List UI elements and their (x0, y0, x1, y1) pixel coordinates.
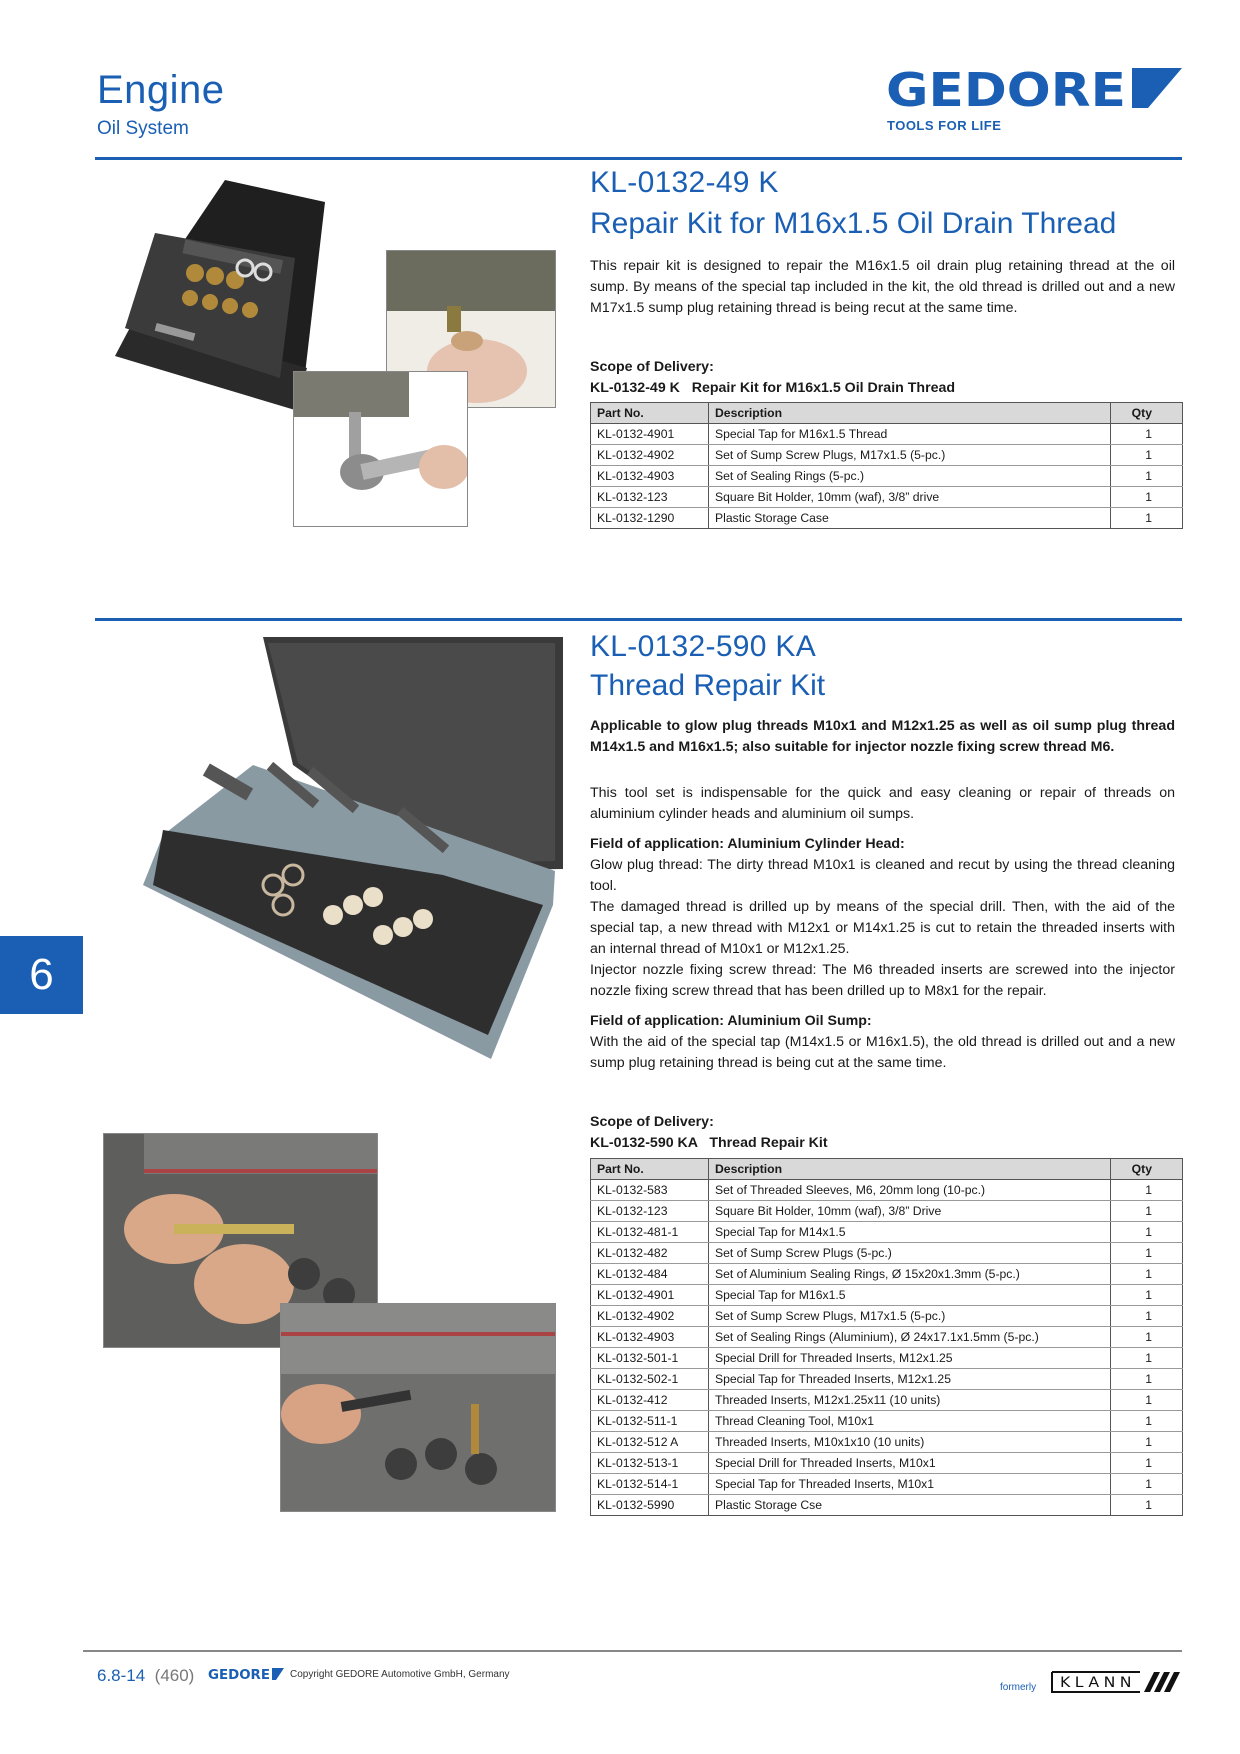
table-row (591, 445, 1183, 466)
table-header-row (591, 1159, 1183, 1180)
table-row (591, 1180, 1183, 1201)
footer-copyright: Copyright GEDORE Automotive GmbH, Germany (290, 1669, 510, 1680)
head-application-p1: Glow plug thread: The dirty thread M10x1 is cleaned and recut by using the thread cleaning tool. (590, 857, 1175, 894)
cell-part-no: KL-0132-511-1 (591, 1411, 709, 1432)
footer-page-code: 6.8-14 (97, 1666, 146, 1685)
head-application-label: Field of application: Aluminium Cylinder Head: (590, 836, 905, 852)
table-row (591, 1453, 1183, 1474)
cell-part-no: KL-0132-583 (591, 1180, 709, 1201)
section2-scope-label: Scope of Delivery: (590, 1114, 714, 1130)
page-subtitle: Oil System (97, 118, 189, 139)
cell-part-no: KL-0132-4902 (591, 1306, 709, 1327)
cell-qty: 1 (1111, 1390, 1183, 1411)
table-row (591, 1285, 1183, 1306)
section2-intro: This tool set is indispensable for the quick and easy cleaning or repair of threads on aluminium cylinder heads and aluminium oil sumps. (590, 785, 1175, 822)
cell-description: Thread Cleaning Tool, M10x1 (709, 1411, 1111, 1432)
footer-gedore-logo (208, 1667, 284, 1681)
cell-part-no: KL-0132-484 (591, 1264, 709, 1285)
ratchet-photo (293, 371, 468, 527)
col-part-no: Part No. (591, 403, 709, 424)
section2-code: KL-0132-590 KA (590, 630, 817, 663)
cell-part-no: KL-0132-4901 (591, 424, 709, 445)
table-row (591, 1411, 1183, 1432)
head-application-p2: The damaged thread is drilled up by means of the special drill. Then, with the aid of the special tap, a new thread with M12x1 or M14x1.25 is cut to retain the threaded inserts with an internal thread of M10x1 or M12x1.25. (590, 899, 1175, 957)
section1-scope-item: KL-0132-49 K Repair Kit for M16x1.5 Oil Drain Thread (590, 380, 956, 396)
cell-qty: 1 (1111, 1453, 1183, 1474)
cell-qty: 1 (1111, 1180, 1183, 1201)
table-row (591, 1201, 1183, 1222)
table-row (591, 1264, 1183, 1285)
section1-intro: This repair kit is designed to repair the M16x1.5 oil drain plug retaining thread at the oil sump. By means of the special tap included in the kit, the old thread is drilled out and a new M17x1.5 sump plug retaining thread is being recut at the same time. (590, 258, 1175, 316)
cell-qty: 1 (1111, 487, 1183, 508)
cell-description: Set of Sump Screw Plugs, M17x1.5 (5-pc.) (709, 445, 1111, 466)
section-divider-rule (95, 618, 1182, 621)
table-row (591, 1348, 1183, 1369)
cell-description: Set of Sump Screw Plugs, M17x1.5 (5-pc.) (709, 1306, 1111, 1327)
cell-part-no: KL-0132-123 (591, 487, 709, 508)
cell-description: Special Drill for Threaded Inserts, M12x1.25 (709, 1348, 1111, 1369)
cell-qty: 1 (1111, 508, 1183, 529)
cell-description: Plastic Storage Cse (709, 1495, 1111, 1516)
cell-description: Special Tap for Threaded Inserts, M12x1.25 (709, 1369, 1111, 1390)
cell-qty: 1 (1111, 424, 1183, 445)
section1-title: Repair Kit for M16x1.5 Oil Drain Thread (590, 207, 1117, 240)
cell-part-no: KL-0132-4903 (591, 1327, 709, 1348)
cell-qty: 1 (1111, 1495, 1183, 1516)
cell-description: Special Tap for M16x1.5 Thread (709, 424, 1111, 445)
section2-title: Thread Repair Kit (590, 669, 826, 702)
cell-qty: 1 (1111, 466, 1183, 487)
cell-description: Threaded Inserts, M12x1.25x11 (10 units) (709, 1390, 1111, 1411)
table-row (591, 466, 1183, 487)
cell-description: Special Drill for Threaded Inserts, M10x1 (709, 1453, 1111, 1474)
cell-part-no: KL-0132-514-1 (591, 1474, 709, 1495)
section1-parts-table (590, 402, 1183, 529)
thread-repair-kit-photo (143, 635, 563, 1059)
cell-qty: 1 (1111, 1222, 1183, 1243)
cell-description: Set of Aluminium Sealing Rings, Ø 15x20x1.3mm (5-pc.) (709, 1264, 1111, 1285)
cell-part-no: KL-0132-481-1 (591, 1222, 709, 1243)
cell-description: Square Bit Holder, 10mm (waf), 3/8” Drive (709, 1201, 1111, 1222)
col-qty: Qty (1111, 1159, 1183, 1180)
section2-parts-table (590, 1158, 1183, 1516)
cell-part-no: KL-0132-5990 (591, 1495, 709, 1516)
col-qty: Qty (1111, 403, 1183, 424)
cell-description: Square Bit Holder, 10mm (waf), 3/8” drive (709, 487, 1111, 508)
cell-description: Set of Sealing Rings (Aluminium), Ø 24x17.1x1.5mm (5-pc.) (709, 1327, 1111, 1348)
table-row (591, 1369, 1183, 1390)
cell-qty: 1 (1111, 1432, 1183, 1453)
table-row (591, 1390, 1183, 1411)
footer-formerly: formerly (1000, 1682, 1037, 1693)
cell-qty: 1 (1111, 1285, 1183, 1306)
cell-part-no: KL-0132-501-1 (591, 1348, 709, 1369)
cell-part-no: KL-0132-412 (591, 1390, 709, 1411)
footer-page-number: (460) (154, 1666, 195, 1685)
page-title: Engine (97, 68, 225, 112)
cell-description: Special Tap for M16x1.5 (709, 1285, 1111, 1306)
table-row (591, 1495, 1183, 1516)
sump-application-p1: With the aid of the special tap (M14x1.5 or M16x1.5), the old thread is drilled out and a new sump plug retaining thread is being cut at the same time. (590, 1034, 1175, 1071)
table-row (591, 424, 1183, 445)
svg-text:GEDORE: GEDORE (208, 1668, 270, 1681)
cell-part-no: KL-0132-4903 (591, 466, 709, 487)
cell-description: Set of Sump Screw Plugs (5-pc.) (709, 1243, 1111, 1264)
table-row (591, 1327, 1183, 1348)
section2-applicable: Applicable to glow plug threads M10x1 and M12x1.25 as well as oil sump plug thread M14x1.5 and M16x1.5; also suitable for injector nozzle fixing screw thread M6. (590, 718, 1175, 755)
cell-part-no: KL-0132-123 (591, 1201, 709, 1222)
sump-application-label: Field of application: Aluminium Oil Sump: (590, 1013, 872, 1029)
cell-part-no: KL-0132-482 (591, 1243, 709, 1264)
cell-description: Plastic Storage Case (709, 508, 1111, 529)
table-row (591, 487, 1183, 508)
table-row (591, 1222, 1183, 1243)
cell-qty: 1 (1111, 1411, 1183, 1432)
head-application-p3: Injector nozzle fixing screw thread: The M6 threaded inserts are screwed into the injector nozzle fixing screw thread that has been drilled up to M8x1 for the repair. (590, 962, 1175, 999)
cell-description: Special Tap for M14x1.5 (709, 1222, 1111, 1243)
cell-qty: 1 (1111, 1369, 1183, 1390)
cell-qty: 1 (1111, 1264, 1183, 1285)
svg-text:GEDORE: GEDORE (886, 66, 1126, 110)
table-row (591, 1474, 1183, 1495)
cell-qty: 1 (1111, 1474, 1183, 1495)
svg-text:KLANN: KLANN (1060, 1675, 1136, 1691)
cell-description: Threaded Inserts, M10x1x10 (10 units) (709, 1432, 1111, 1453)
cell-part-no: KL-0132-1290 (591, 508, 709, 529)
cell-qty: 1 (1111, 445, 1183, 466)
col-description: Description (709, 403, 1111, 424)
cell-qty: 1 (1111, 1306, 1183, 1327)
cell-qty: 1 (1111, 1243, 1183, 1264)
cell-part-no: KL-0132-512 A (591, 1432, 709, 1453)
section2-scope-item: KL-0132-590 KA Thread Repair Kit (590, 1135, 828, 1151)
table-row (591, 1432, 1183, 1453)
table-header-row (591, 403, 1183, 424)
cell-description: Special Tap for Threaded Inserts, M10x1 (709, 1474, 1111, 1495)
cell-part-no: KL-0132-4901 (591, 1285, 709, 1306)
table-row (591, 1243, 1183, 1264)
cell-qty: 1 (1111, 1348, 1183, 1369)
cell-qty: 1 (1111, 1201, 1183, 1222)
footer-page-ref (97, 1666, 194, 1686)
col-description: Description (709, 1159, 1111, 1180)
cell-part-no: KL-0132-513-1 (591, 1453, 709, 1474)
table-row (591, 1306, 1183, 1327)
cell-part-no: KL-0132-4902 (591, 445, 709, 466)
section1-code: KL-0132-49 K (590, 166, 779, 199)
cell-description: Set of Threaded Sleeves, M6, 20mm long (10-pc.) (709, 1180, 1111, 1201)
tagline: TOOLS FOR LIFE (887, 118, 1002, 133)
header-rule (95, 157, 1182, 160)
gedore-logo (886, 66, 1182, 110)
cylinder-head-insert-photo (280, 1303, 556, 1512)
cell-qty: 1 (1111, 1327, 1183, 1348)
cell-description: Set of Sealing Rings (5-pc.) (709, 466, 1111, 487)
footer-rule (83, 1650, 1182, 1652)
cell-part-no: KL-0132-502-1 (591, 1369, 709, 1390)
klann-logo (1050, 1670, 1182, 1694)
chapter-tab[interactable]: 6 (0, 936, 83, 1014)
section1-scope-label: Scope of Delivery: (590, 359, 714, 375)
col-part-no: Part No. (591, 1159, 709, 1180)
table-row (591, 508, 1183, 529)
